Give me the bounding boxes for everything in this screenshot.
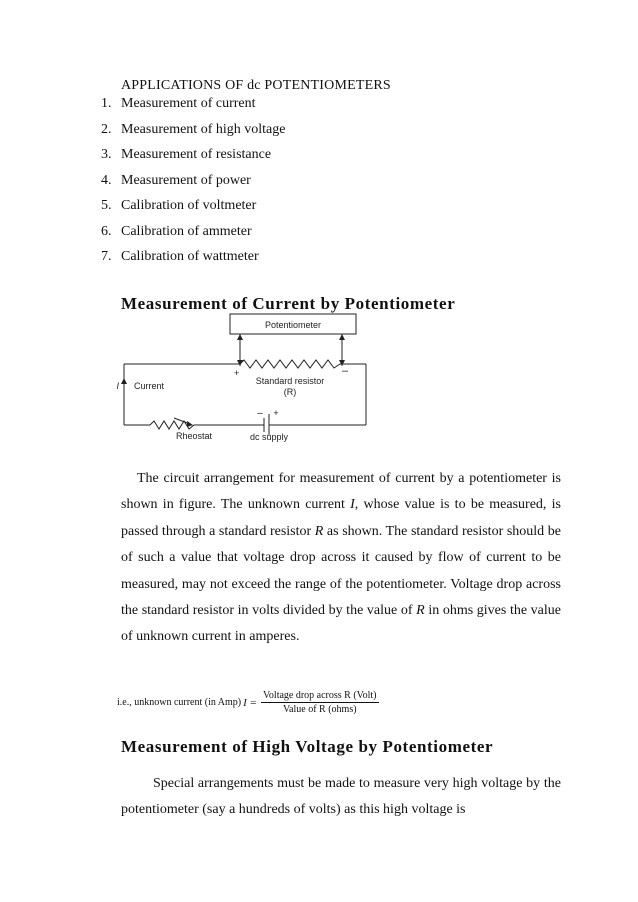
formula-fraction: $\frac{\text{Voltage drop across R (Volt)}}{\text{Value of R (ohms)}}$ bbox=[262, 690, 377, 715]
rheostat-label: Rheostat bbox=[175, 431, 213, 441]
current-symbol: I bbox=[116, 381, 119, 391]
list-item: 6. Calibration of ammeter bbox=[101, 223, 252, 239]
standard-resistor-label: Standard resistor bbox=[255, 376, 325, 386]
list-item: 7. Calibration of wattmeter bbox=[101, 249, 259, 264]
minus-sign: – bbox=[342, 365, 349, 377]
arrow-up-icon bbox=[237, 334, 243, 340]
list-item: 3. Measurement of resistance bbox=[101, 147, 272, 162]
high-voltage-paragraph: Special arrangements must be made to measure very high voltage by the potentiometer (say a hundreds of volts) as this high voltage is bbox=[121, 776, 561, 818]
current-formula: i.e., unknown current (in Amp) I = $\frac{\text{Voltage drop across R (Volt)}}{\text{Value of R (ohms)}}$ bbox=[117, 690, 377, 715]
r-label: (R) bbox=[283, 387, 297, 397]
arrow-up-icon bbox=[339, 334, 345, 340]
potentiometer-label: Potentiometer bbox=[264, 320, 322, 330]
applications-list bbox=[101, 96, 285, 275]
current-label: Current bbox=[134, 381, 165, 391]
plus-sign: + bbox=[234, 368, 240, 378]
current-measurement-paragraph: The circuit arrangement for measurement of current by a potentiometer is shown in figure. The unknown current I, whose value is to be measured, is passed through a standard resistor R as shown. The standard resistor should be of such a value that voltage drop across it caused by flow of current to be measured, may not exceed the range of the potentiometer. Voltage drop across the standard resistor in volts divided by the value of R in ohms gives the value of unknown current in amperes. bbox=[121, 471, 561, 645]
dc-supply-label: dc supply bbox=[249, 432, 289, 442]
list-item: 1. Measurement of current bbox=[101, 96, 256, 111]
section-title-high-voltage: Measurement of High Voltage by Potentiometer bbox=[121, 737, 494, 756]
potentiometer-circuit-diagram bbox=[114, 312, 376, 447]
list-item: 2. Measurement of high voltage bbox=[101, 121, 286, 137]
list-item: 5. Calibration of voltmeter bbox=[101, 198, 257, 213]
section-title-current: Measurement of Current by Potentiometer bbox=[121, 294, 456, 313]
applications-heading: APPLICATIONS OF dc POTENTIOMETERS bbox=[121, 78, 391, 93]
battery-plus: + bbox=[273, 408, 279, 418]
rheostat bbox=[150, 421, 264, 429]
battery-minus: – bbox=[257, 408, 263, 419]
arrow-down-icon bbox=[237, 360, 243, 366]
current-arrow-icon bbox=[121, 378, 127, 384]
list-item: 4. Measurement of power bbox=[101, 172, 251, 188]
standard-resistor bbox=[124, 360, 366, 368]
